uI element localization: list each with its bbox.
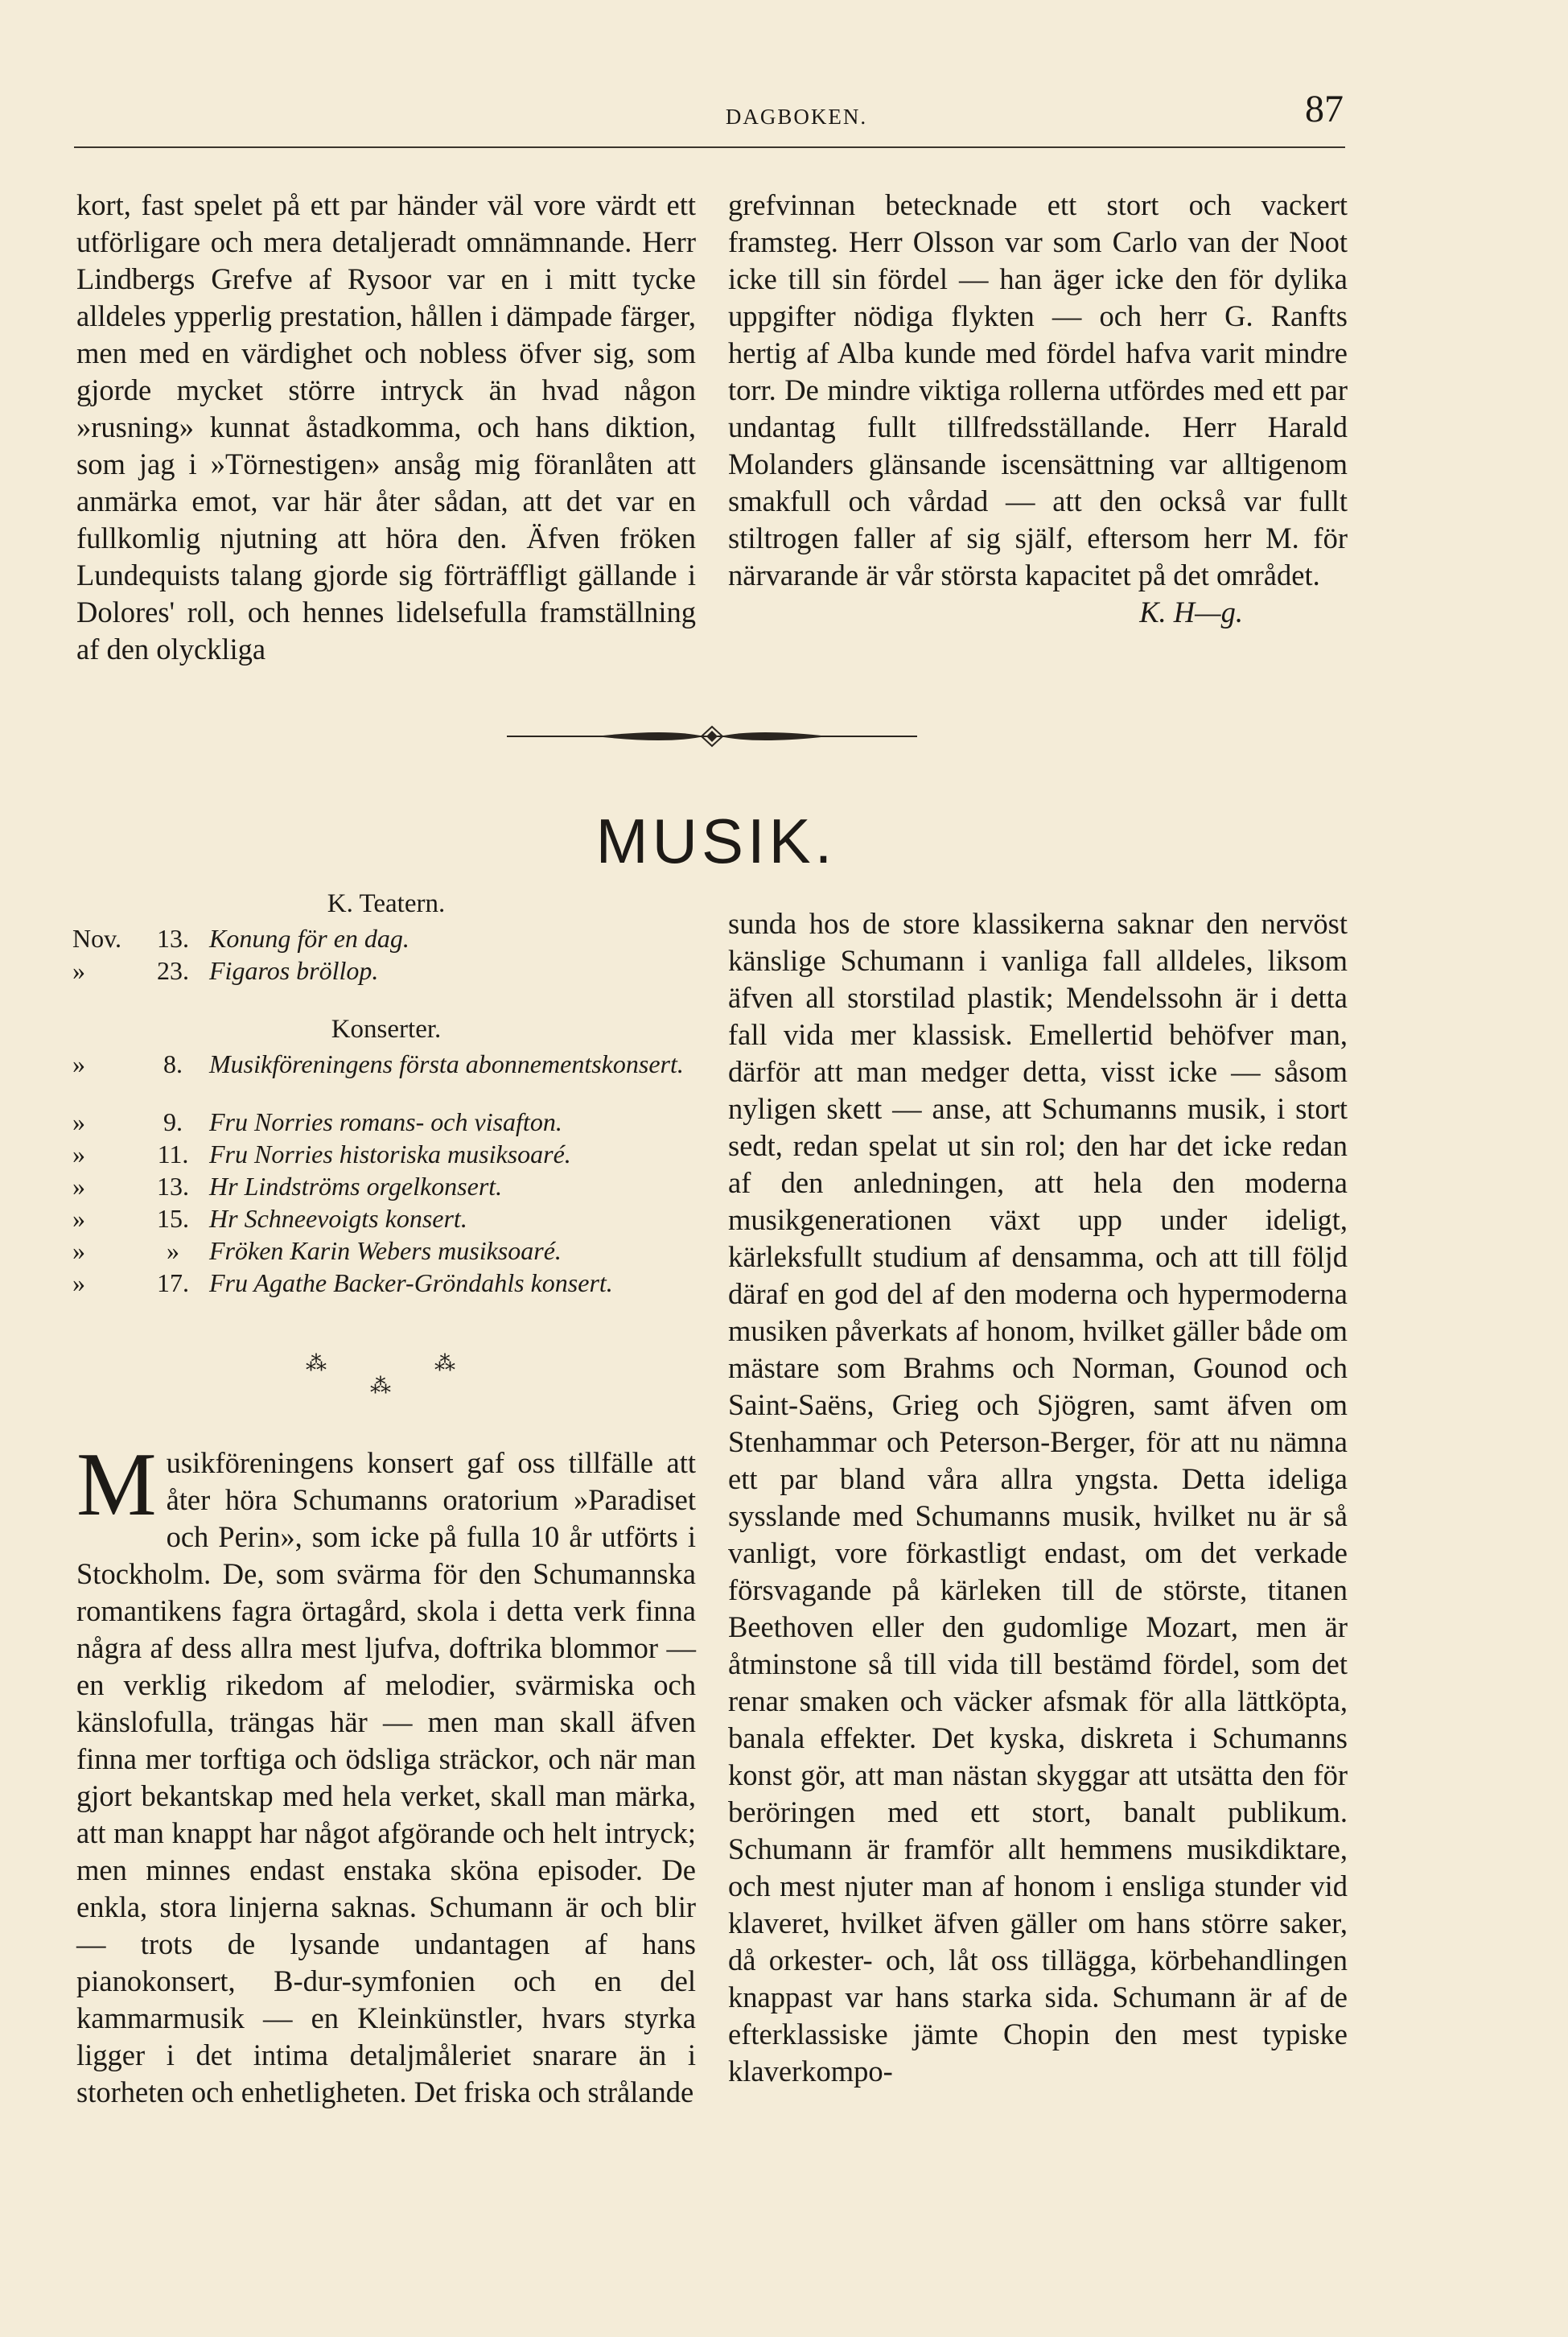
page-number: 87: [1305, 88, 1344, 130]
theatre-review-right-text: grefvinnan betecknade ett stort och vackert framsteg. Herr Olsson var som Carlo van der Noot icke till sin fördel — han äger icke den för dylika uppgifter nödiga flykten — och herr G. Ranfts hertig af Alba kunde med fördel hafva varit mindre torr. De mindre viktiga rollerna utfördes med ett par undantag fullt tillfredsställande. Herr Harald Molanders glänsande iscensättning var alltigenom smakfull och vårdad — att den också var fullt stiltrogen faller af sig själf, eftersom herr M. för närvarande är vår största kapacitet på det området.: [728, 188, 1348, 591]
program-row: [72, 922, 700, 954]
program-row: [72, 1106, 700, 1138]
program-row: [72, 1048, 700, 1106]
review-signature: K. H—g.: [1139, 596, 1243, 629]
program-month: Nov.: [72, 924, 122, 953]
program-title: Konung för en dag.: [209, 924, 409, 953]
program-day: 8.: [163, 1049, 183, 1078]
program-title: Musikföreningens första abonnementskonsert.: [209, 1049, 684, 1078]
drop-cap: M: [76, 1435, 157, 1535]
program-list: [72, 885, 700, 1299]
concerts-heading: Konserter.: [331, 1015, 442, 1044]
program-title: Fru Norries romans- och visafton.: [209, 1107, 562, 1136]
program-month: »: [72, 1204, 85, 1233]
program-month: »: [72, 1140, 85, 1168]
asterism-divider: [298, 1352, 475, 1400]
program-month: »: [72, 1107, 85, 1136]
program-row: [72, 1202, 700, 1234]
theatre-review-right-column: [728, 187, 1348, 631]
program-day: »: [167, 1236, 179, 1265]
program-month: »: [72, 1236, 85, 1265]
program-day: 11.: [157, 1140, 189, 1168]
program-day: 13.: [157, 924, 189, 953]
program-month: »: [72, 1268, 85, 1297]
program-title: Fröken Karin Webers musiksoaré.: [209, 1236, 562, 1265]
program-day: 13.: [157, 1172, 189, 1201]
program-day: 9.: [163, 1107, 183, 1136]
asterism-icon: ⁂: [434, 1352, 455, 1375]
theatre-review-left-text: kort, fast spelet på ett par händer väl vore värdt ett utförligare och mera detaljeradt omnämnande. Herr Lindbergs Grefve af Rysoor var en i mitt tycke alldeles ypperlig prestation, hållen i dämpade färger, men med en värdighet och nobless öfver sig, som gjorde mycket större intryck än hvad någon »rusning» kunnat åstadkomma, och hans diktion, som jag i »Törnestigen» ansåg mig föranlåten att anmärka emot, var här åter sådan, att det var en fullkomlig njutning att höra den. Äfven fröken Lundequists talang gjorde sig förträffligt gällande i Dolores' roll, och hennes lidelsefulla framställning af den olyckliga: [76, 188, 696, 666]
theatre-review-left-column: [76, 187, 696, 668]
program-day: 23.: [157, 956, 189, 985]
program-title: Fru Norries historiska musiksoaré.: [209, 1140, 571, 1168]
ornament-divider-icon: [507, 720, 917, 752]
program-month: »: [72, 956, 85, 985]
music-review-left-text: usikföreningens konsert gaf oss tillfälle att åter höra Schumanns oratorium »Paradiset och Perin», som icke på fulla 10 år utförts i Stockholm. De, som svärma för den Schumannska romantikens fagra örtagård, skola i detta verk finna några af dess allra mest ljufva, doftrika blommor — en verklig rikedom af melodier, svärmiska och känslofulla, trängas här — men man skall äfven finna mer torftiga och ödsliga sträckor, och när man gjort bekantskap med hela verket, skall man märka, att man knappt har något afgörande och helt intryck; men minnes endast enstaka sköna episoder. De enkla, stora linjerna saknas. Schumann är och blir — trots de lysande undantagen af hans pianokonsert, B-dur-symfonien och en del kammarmusik — en Kleinkünstler, hvars styrka ligger i det intima detaljmåleriet snarare än i storheten och enhetligheten. Det friska och strålande: [76, 1446, 696, 2108]
program-day: 15.: [157, 1204, 189, 1233]
music-review-right-text: sunda hos de store klassikerna saknar den nervöst känslige Schumann i vanliga fall alldeles, liksom äfven all storstilad plastik; Mendelssohn är i detta fall vida mer klassisk. Emellertid behöfver man, därför att man medger detta, visst icke — såsom nyligen skett — anse, att Schumanns musik, i stort sedt, redan spelat ut sin rol; den har det icke redan af den anledningen, att hela den moderna musikgenerationen växt upp under ideligt, kärleksfullt studium af densamma, och att till följd däraf en god del af den moderna och hypermoderna musiken påverkats af honom, hvilket gäller både om mästare som Brahms och Norman, Gounod och Saint-Saëns, Grieg och Sjögren, samt äfven om Stenhammar och Peterson-Berger, för att nu nämna ett par bland våra allra yngsta. Detta ideliga sysslande med Schumanns musik, hvilket nu är så vanligt, vore förkastligt endast, om det verkade försvagande på kärleken till de störste, titanen Beethoven eller den gudomlige Mozart, men är åtminstone så till vida till bestämd fördel, som det renar smaken och väcker afsmak för alla lättköpta, banala effekter. Det kyska, diskreta i Schumanns konst gör, att man nästan skyggar att utsätta den för beröringen med ett stort, banalt publikum. Schumann är framför allt hemmens musikdiktare, och mest njuter man af honom i ensliga stunder vid klaveret, hvilket äfven gäller om hans större saker, då orkester- och, låt oss tillägga, körbehandlingen knappast var hans starka sida. Schumann är af de efterklassiske jämte Chopin den mest typiske klaverkompo-: [728, 907, 1348, 2088]
program-row: [72, 1234, 700, 1267]
program-title: Hr Schneevoigts konsert.: [209, 1204, 467, 1233]
theatre-heading: K. Teatern.: [327, 889, 446, 918]
section-title: MUSIK.: [595, 806, 837, 876]
program-row: [72, 954, 700, 987]
program-title: Fru Agathe Backer-Gröndahls konsert.: [209, 1268, 613, 1297]
program-row: [72, 1267, 700, 1299]
music-review-left-column: [76, 1435, 696, 2111]
program-title: Hr Lindströms orgelkonsert.: [209, 1172, 503, 1201]
music-review-right-column: [728, 905, 1348, 2090]
asterism-icon: ⁂: [306, 1352, 327, 1375]
program-month: »: [72, 1049, 85, 1078]
program-title: Figaros bröllop.: [209, 956, 379, 985]
asterism-icon: ⁂: [370, 1375, 391, 1398]
header-rule: [74, 146, 1345, 148]
program-row: [72, 1138, 700, 1170]
program-day: 17.: [157, 1268, 189, 1297]
running-title: DAGBOKEN.: [725, 105, 868, 129]
program-month: »: [72, 1172, 85, 1201]
program-row: [72, 1170, 700, 1202]
